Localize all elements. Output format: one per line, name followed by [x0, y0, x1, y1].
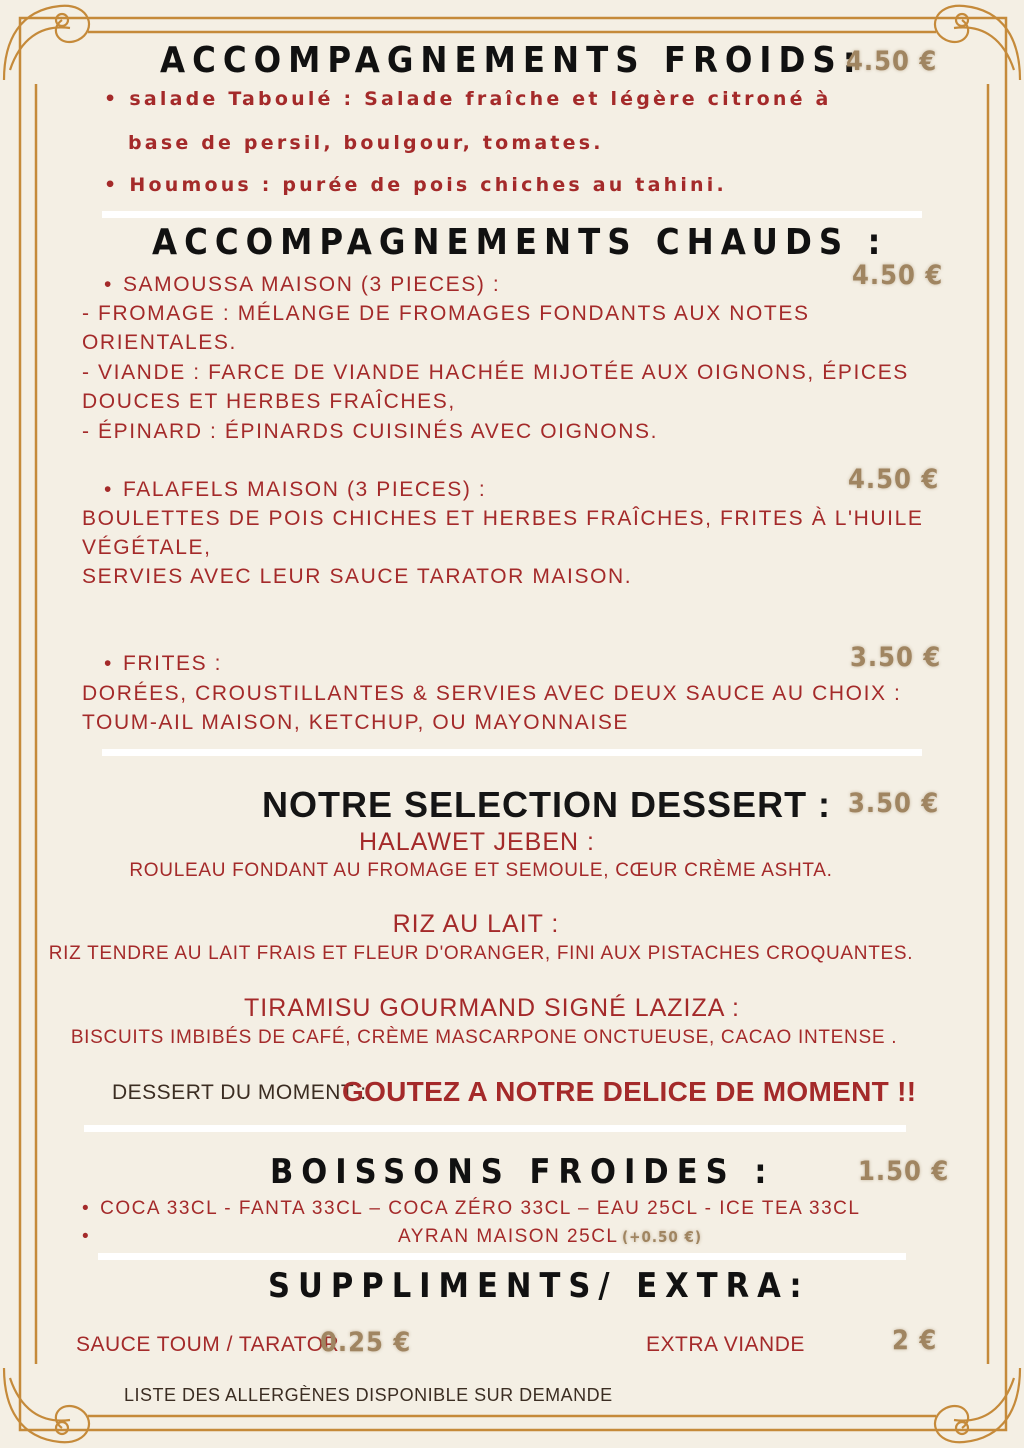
frites-price: 3.50 € [850, 642, 942, 673]
drinks-section-title: BOISSONS FROIDES : [270, 1152, 775, 1192]
drinks-line-2-bullet [82, 1226, 100, 1248]
drinks-line-2: AYRAN MAISON 25CL [398, 1226, 619, 1247]
falafels-line: SERVIES AVEC LEUR SAUCE TARATOR MAISON. [82, 565, 633, 588]
samoussa-price: 4.50 € [852, 260, 944, 291]
falafels-line: BOULETTES DE POIS CHICHES ET HERBES FRAÎCHES, FRITES À L'HUILE [82, 507, 924, 530]
dessert-item-name: RIZ AU LAIT : [392, 910, 560, 938]
samoussa-heading: • SAMOUSSA MAISON (3 PIECES) : [104, 273, 500, 297]
section-divider [98, 1253, 906, 1260]
section-divider [84, 1125, 906, 1132]
dessert-moment-label: DESSERT DU MOMENT : [112, 1081, 367, 1104]
falafels-price: 4.50 € [848, 464, 940, 495]
cold-section-price: 4.50 € [846, 46, 938, 77]
hot-section-title: ACCOMPAGNEMENTS CHAUDS : [152, 222, 888, 263]
dessert-section-title: NOTRE SELECTION DESSERT : [262, 784, 832, 825]
cold-section-title: ACCOMPAGNEMENTS FROIDS: [160, 40, 863, 81]
cold-item-houmous: • Houmous : purée de pois chiches au tahini. [104, 174, 727, 196]
frites-heading: • FRITES : [104, 652, 222, 676]
extra-meat-price: 2 € [892, 1325, 938, 1356]
samoussa-line: DOUCES ET HERBES FRAÎCHES, [82, 390, 456, 413]
dessert-item-name: HALAWET JEBEN : [359, 828, 595, 856]
drinks-line-2-extra: (+0.50 €) [622, 1228, 703, 1246]
allergens-note: LISTE DES ALLERGÈNES DISPONIBLE SUR DEMANDE [124, 1385, 613, 1405]
dessert-item-name: TIRAMISU GOURMAND SIGNÉ LAZIZA : [244, 994, 740, 1022]
dessert-moment-value: GOUTEZ A NOTRE DELICE DE MOMENT !! [342, 1076, 917, 1107]
frites-line: TOUM-AIL MAISON, KETCHUP, OU MAYONNAISE [82, 711, 630, 734]
falafels-heading: • FALAFELS MAISON (3 PIECES) : [104, 478, 486, 502]
extras-section-title: SUPPLIMENTS/ EXTRA: [268, 1266, 810, 1306]
falafels-line: VÉGÉTALE, [82, 536, 212, 559]
drinks-line-1: • COCA 33CL - FANTA 33CL – COCA ZÉRO 33CL – EAU 25CL - ICE TEA 33CL [82, 1198, 860, 1220]
extra-sauce-label: SAUCE TOUM / TARATOR [76, 1333, 340, 1356]
dessert-item-desc: BISCUITS IMBIBÉS DE CAFÉ, CRÈME MASCARPONE ONCTUEUSE, CACAO INTENSE . [70, 1027, 898, 1048]
dessert-price: 3.50 € [848, 788, 940, 819]
samoussa-line: - FROMAGE : MÉLANGE DE FROMAGES FONDANTS AUX NOTES [82, 302, 810, 325]
extra-meat-label: EXTRA VIANDE [646, 1333, 805, 1356]
samoussa-line: ORIENTALES. [82, 331, 237, 354]
dessert-item-desc: RIZ TENDRE AU LAIT FRAIS ET FLEUR D'ORANGER, FINI AUX PISTACHES CROQUANTES. [48, 943, 914, 964]
section-divider [102, 211, 922, 218]
drinks-price: 1.50 € [858, 1156, 950, 1187]
cold-item-taboule-line2: base de persil, boulgour, tomates. [128, 132, 604, 154]
extra-sauce-price: 0.25 € [320, 1327, 412, 1358]
cold-item-taboule-line1: • salade Taboulé : Salade fraîche et légère citroné à [104, 88, 832, 110]
dessert-item-desc: ROULEAU FONDANT AU FROMAGE ET SEMOULE, CŒUR CRÈME ASHTA. [129, 860, 833, 881]
frites-line: DORÉES, CROUSTILLANTES & SERVIES AVEC DEUX SAUCE AU CHOIX : [82, 682, 902, 705]
section-divider [102, 749, 922, 756]
samoussa-line: - VIANDE : FARCE DE VIANDE HACHÉE MIJOTÉE AUX OIGNONS, ÉPICES [82, 361, 909, 384]
samoussa-line: - ÉPINARD : ÉPINARDS CUISINÉS AVEC OIGNONS. [82, 420, 659, 443]
